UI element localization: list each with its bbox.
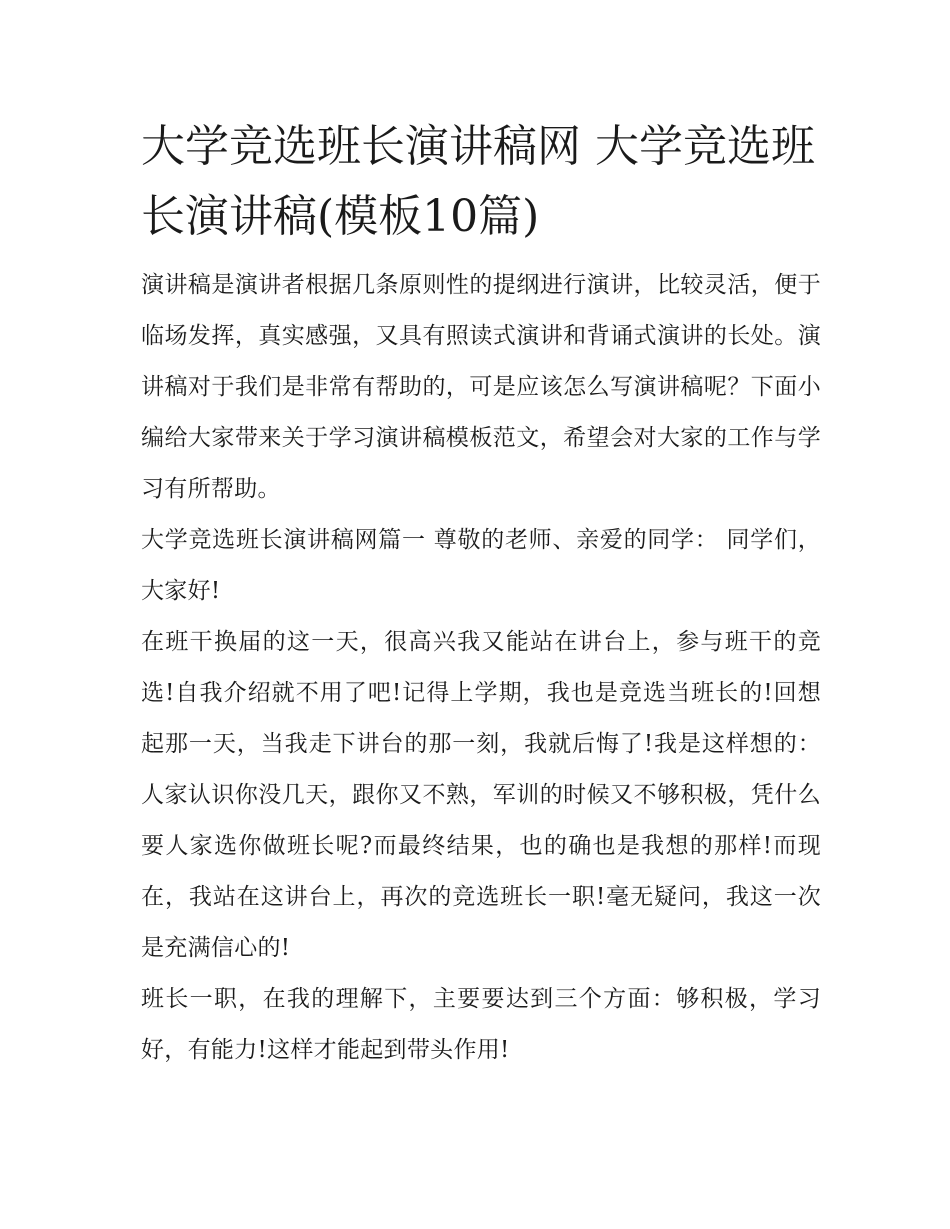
paragraph-intro: 演讲稿是演讲者根据几条原则性的提纲进行演讲，比较灵活，便于临场发挥，真实感强，又具有照读式演讲和背诵式演讲的长处。演讲稿对于我们是非常有帮助的，可是应该怎么写演讲稿呢？下面小编给大家带来关于学习演讲稿模板范文，希望会对大家的工作与学习有所帮助。 [141,272,821,502]
paragraph-duties: 班长一职，在我的理解下，主要要达到三个方面：够积极，学习好，有能力!这样才能起到带头作用! [141,986,821,1063]
paragraph-story: 在班干换届的这一天，很高兴我又能站在讲台上，参与班干的竞选!自我介绍就不用了吧!记得上学期，我也是竞选当班长的!回想起那一天，当我走下讲台的那一刻，我就后悔了!我是这样想的：人家认识你没几天，跟你又不熟，军训的时候又不够积极，凭什么要人家选你做班长呢?而最终结果，也的确也是我想的那样!而现在，我站在这讲台上，再次的竞选班长一职!毫无疑问，我这一次是充满信心的! [141,629,821,961]
paragraph-greeting: 大学竞选班长演讲稿网篇一 尊敬的老师、亲爱的同学： 同学们，大家好! [141,527,821,604]
document-body [141,112,821,1076]
document-title: 大学竞选班长演讲稿网 大学竞选班长演讲稿(模板10篇) [141,121,815,242]
